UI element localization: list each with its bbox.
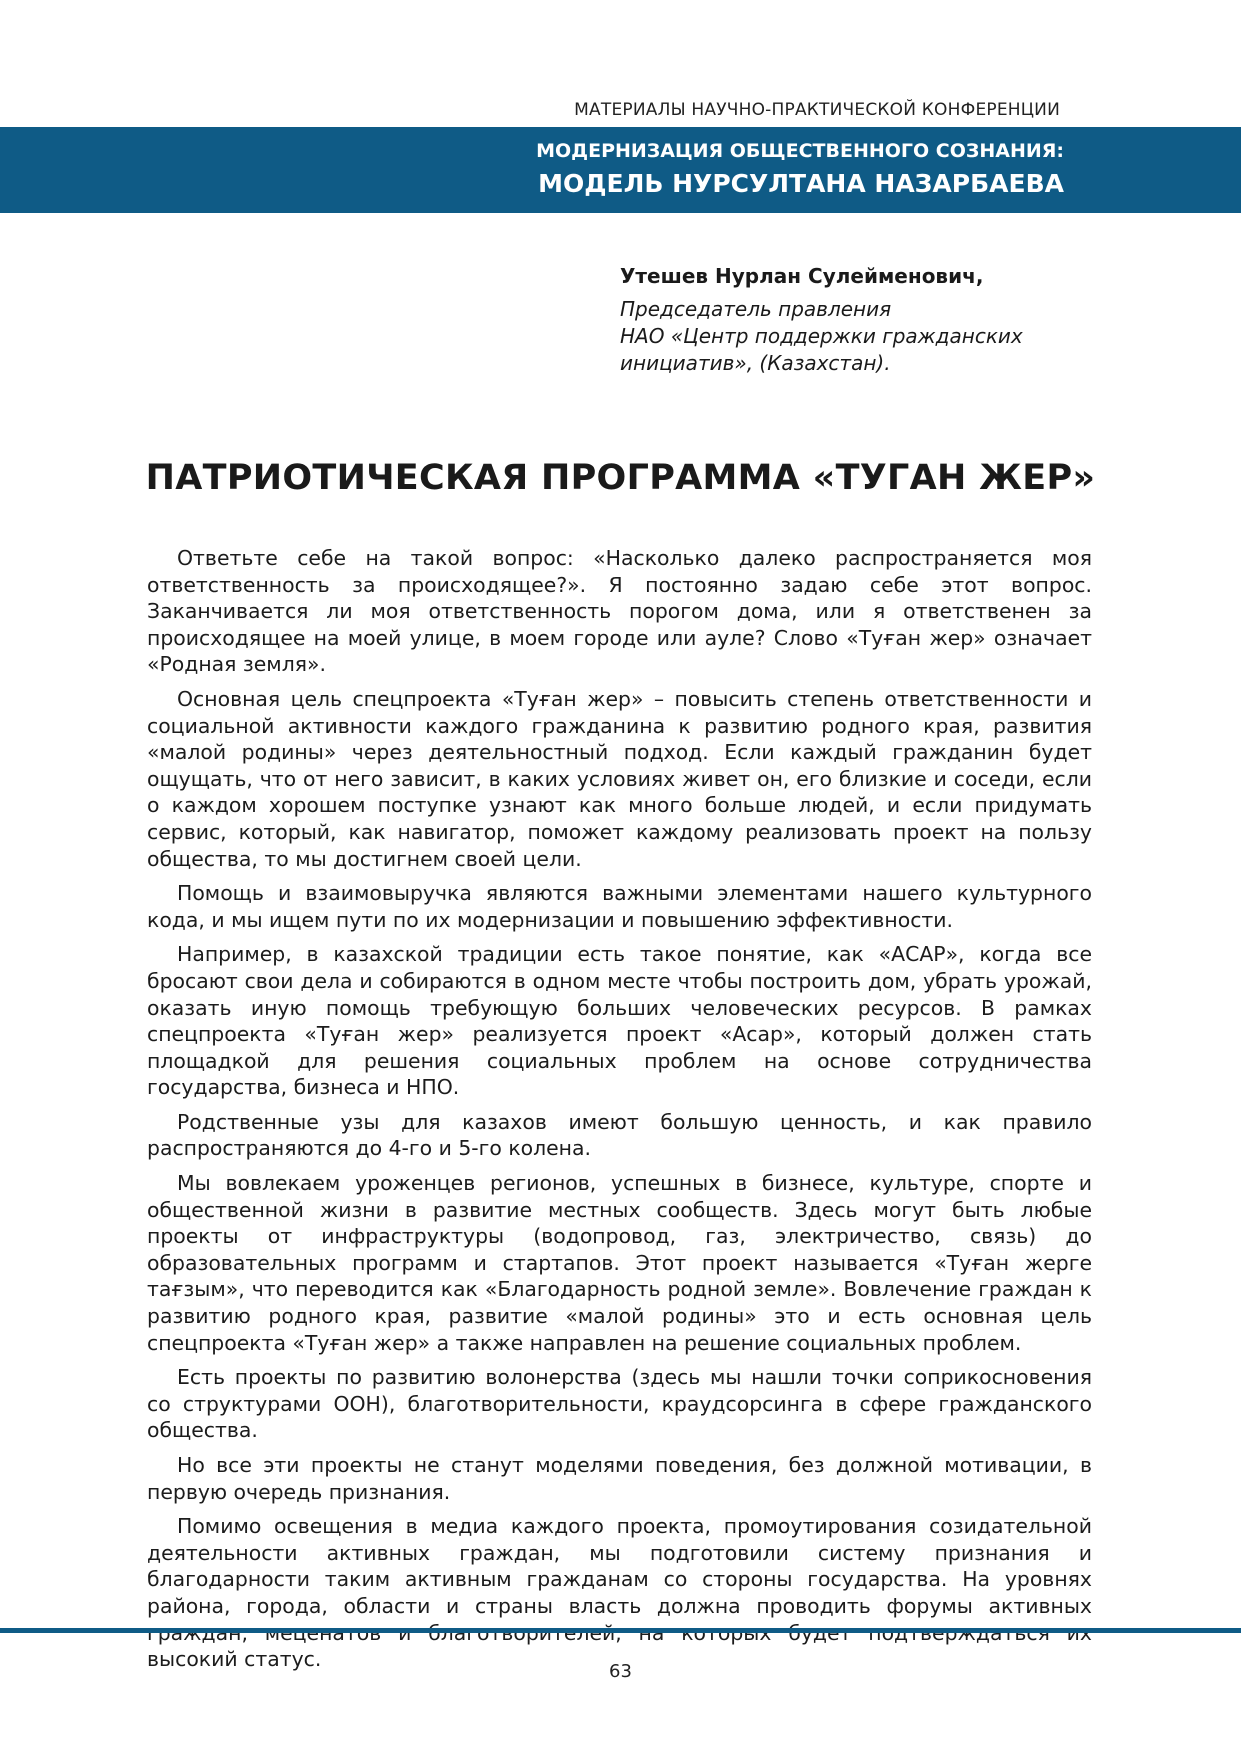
body-paragraph: Ответьте себе на такой вопрос: «Насколько далеко распространяется моя ответственность за происходящее?». Я постоянно задаю себе этот вопрос. Заканчивается ли моя ответственность порогом дома, или я ответственен за происходящее на моей улице, в моем городе или ауле? Слово «Туған жер» означает «Родная земля». [147,546,1092,677]
body-paragraph: Родственные узы для казахов имеют большую ценность, и как правило распространяются до 4-го и 5-го колена. [147,1109,1092,1161]
page-number: 63 [609,1661,632,1682]
footer-divider [0,1628,1241,1633]
conference-label: МАТЕРИАЛЫ НАУЧНО-ПРАКТИЧЕСКОЙ КОНФЕРЕНЦИИ [574,100,1060,120]
author-position-line: НАО «Центр поддержки гражданских [620,324,1023,348]
article-body [147,545,1092,1681]
author-name: Утешев Нурлан Сулейменович, [620,264,984,288]
body-paragraph: Мы вовлекаем уроженцев регионов, успешных в бизнесе, культуре, спорте и общественной жизни в развитие местных сообществ. Здесь могут быть любые проекты от инфраструктуры (водопровод, газ, электричество, связь) до образовательных программ и стартапов. Этот проект называется «Туған жерге тағзым», что переводится как «Благодарность родной земле». Вовлечение граждан к развитию родного края, развитие «малой родины» это и есть основная цель спецпроекта «Туған жер» а также направлен на решение социальных проблем. [147,1171,1092,1355]
body-paragraph: Помощь и взаимовыручка являются важными элементами нашего культурного кода, и мы ищем пути по их модернизации и повышению эффективности. [147,881,1092,932]
banner-title-line1: МОДЕРНИЗАЦИЯ ОБЩЕСТВЕННОГО СОЗНАНИЯ: [536,140,1064,162]
article-title: ПАТРИОТИЧЕСКАЯ ПРОГРАММА «ТУГАН ЖЕР» [145,458,1096,498]
author-block [620,262,1140,377]
body-paragraph: Основная цель спецпроекта «Туған жер» – повысить степень ответственности и социальной активности каждого гражданина к развитию родного края, развития «малой родины» через деятельностный подход. Если каждый гражданин будет ощущать, что от него зависит, в каких условиях живет он, его близкие и соседи, если о каждом хорошем поступке узнают как много больше людей, и если придумать сервис, который, как навигатор, поможет каждому реализовать проект на пользу общества, то мы достигнем своей цели. [147,686,1092,871]
body-paragraph: Помимо освещения в медиа каждого проекта, промоутирования созидательной деятельности активных граждан, мы подготовили систему признания и благодарности таким активным гражданам со стороны государства. На уровнях района, города, области и страны власть должна проводить форумы активных высокий статус. [147,1514,1092,1672]
body-paragraph: Есть проекты по развитию волонерства (здесь мы нашли точки соприкосновения со структурами ООН), благотворительности, краудсорсинга в сфере гражданского общества. [147,1365,1092,1443]
banner-title-line2: МОДЕЛЬ НУРСУЛТАНА НАЗАРБАЕВА [538,169,1064,198]
conference-banner [0,127,1241,213]
author-position-line: Председатель правления [620,297,892,321]
body-paragraph: Но все эти проекты не станут моделями поведения, без должной мотивации, в первую очередь признания. [147,1453,1092,1504]
author-position-line: инициатив», (Казахстан). [620,351,891,375]
body-paragraph: Например, в казахской традиции есть такое понятие, как «АСАР», когда все бросают свои дела и собираются в одном месте чтобы построить дом, убрать урожай, оказать иную помощь требующую больших человеческих ресурсов. В рамках спецпроекта «Туған жер» реализуется проект «Асар», который должен стать площадкой для решения социальных проблем на основе сотрудничества государства, бизнеса и НПО. [147,942,1092,1100]
